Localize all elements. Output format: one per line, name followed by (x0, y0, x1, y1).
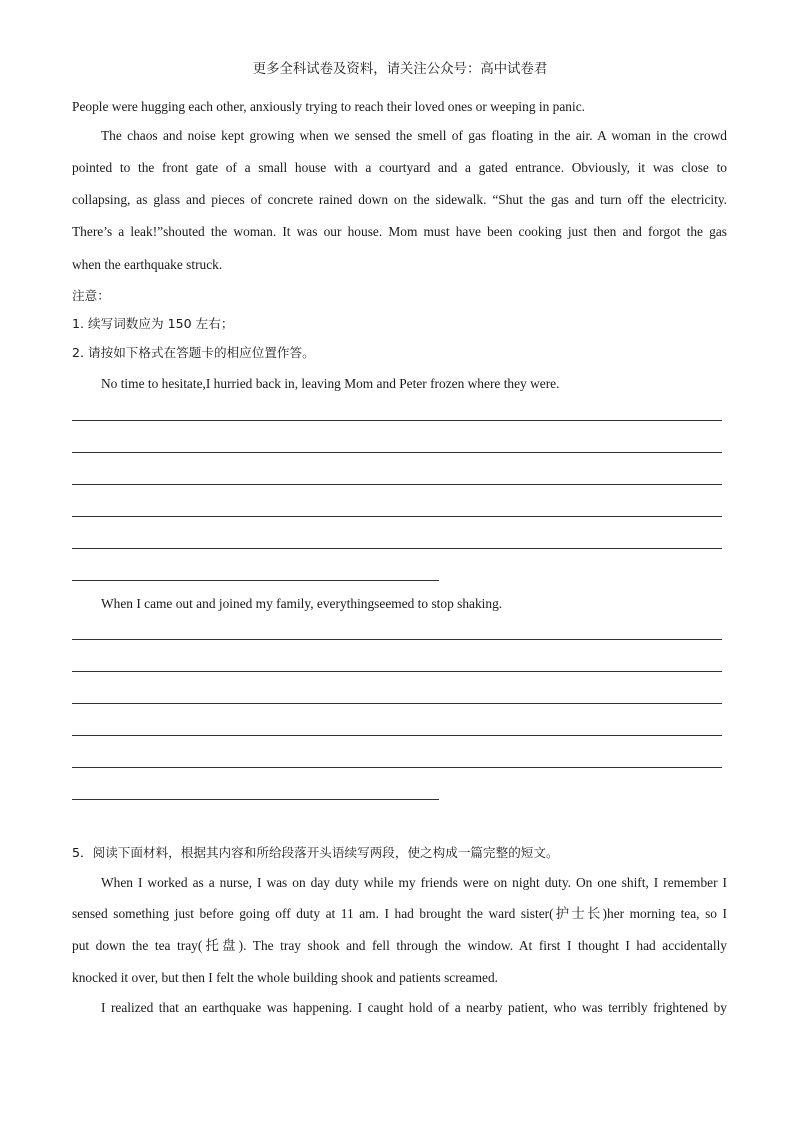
page-header: 更多全科试卷及资料，请关注公众号：高中试卷君 (252, 62, 548, 77)
answer-line[interactable] (72, 767, 722, 768)
notes-item-1: 1. 续写词数应为 150 左右； (72, 316, 234, 331)
passage-line-2: The chaos and noise kept growing when we sensed the smell of gas floating in the air. A woman in the crowd (101, 128, 727, 143)
answer-line[interactable] (72, 548, 722, 549)
question-5-title: 5．阅读下面材料，根据其内容和所给段落开头语续写两段，使之构成一篇完整的短文。 (72, 845, 559, 860)
notes-item-2: 2. 请按如下格式在答题卡的相应位置作答。 (72, 345, 315, 360)
answer-line[interactable] (72, 671, 722, 672)
passage-line-5: There’s a leak!”shouted the woman. It was our house. Mom must have been cooking just then and forgot the gas (72, 224, 727, 239)
answer-line[interactable] (72, 452, 722, 453)
q5-line-3: put down the tea tray(托盘). The tray shook and fell through the window. At first I thought I had accidentally (72, 938, 727, 953)
paragraph-start-2: When I came out and joined my family, everythingseemed to stop shaking. (101, 596, 503, 611)
q5-line-5: I realized that an earthquake was happening. I caught hold of a nearby patient, who was terribly frightened by (101, 1000, 727, 1015)
answer-line[interactable] (72, 420, 722, 421)
notes-title: 注意： (72, 288, 110, 303)
answer-line[interactable] (72, 639, 722, 640)
q5-line-1: When I worked as a nurse, I was on day duty while my friends were on night duty. On one shift, I remember I (101, 875, 727, 890)
q5-line-4: knocked it over, but then I felt the whole building shook and patients screamed. (72, 970, 498, 985)
answer-line[interactable] (72, 516, 722, 517)
answer-line[interactable] (72, 484, 722, 485)
q5-line-2: sensed something just before going off duty at 11 am. I had brought the ward sister(护士长)her morning tea, so I (72, 906, 727, 921)
passage-line-4: collapsing, as glass and pieces of concrete rained down on the sidewalk. “Shut the gas and turn off the electricity. (72, 192, 727, 207)
passage-line-1: People were hugging each other, anxiously trying to reach their loved ones or weeping in panic. (72, 99, 585, 114)
answer-line[interactable] (72, 799, 439, 800)
paragraph-start-1: No time to hesitate,I hurried back in, leaving Mom and Peter frozen where they were. (101, 376, 560, 391)
passage-line-3: pointed to the front gate of a small house with a courtyard and a gated entrance. Obviously, it was close to (72, 160, 727, 175)
answer-line[interactable] (72, 735, 722, 736)
answer-line[interactable] (72, 580, 439, 581)
passage-line-6: when the earthquake struck. (72, 257, 223, 272)
answer-line[interactable] (72, 703, 722, 704)
